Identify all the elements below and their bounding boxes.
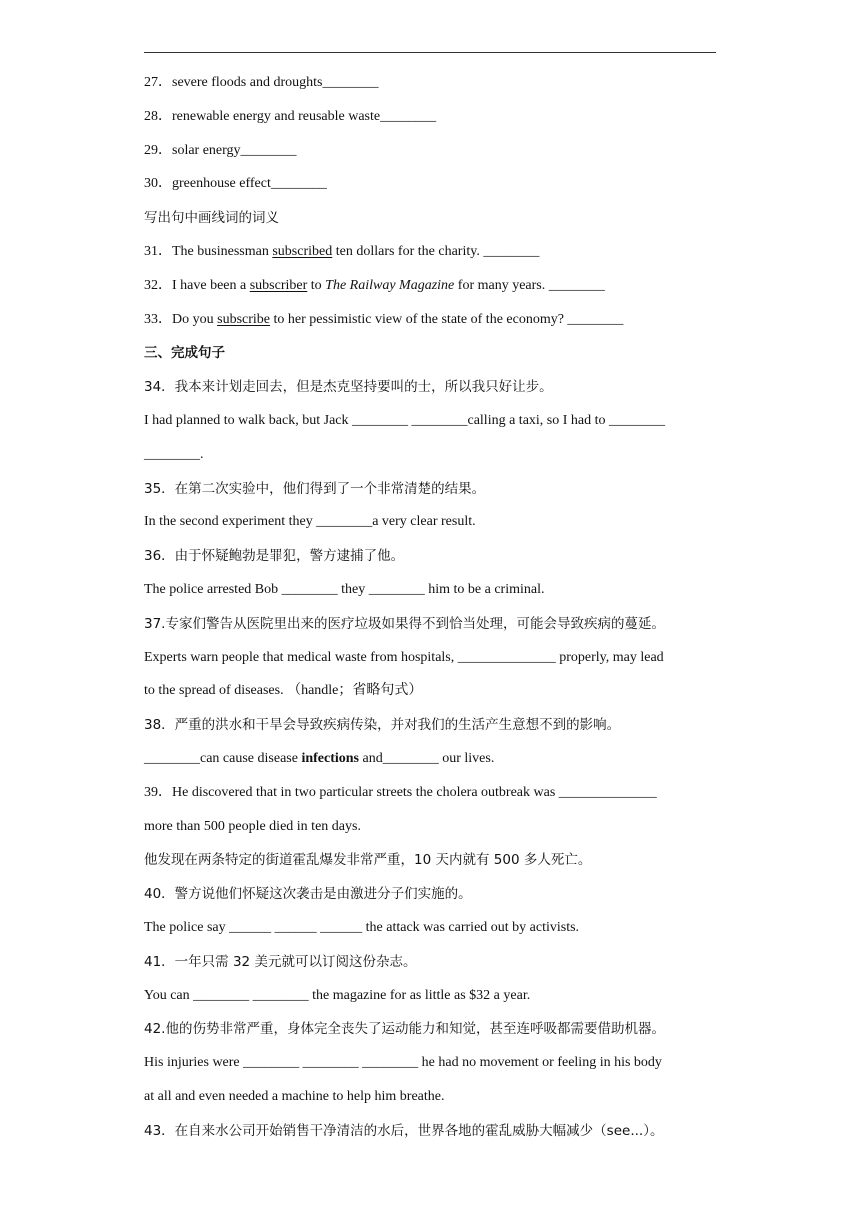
question-39-english: 39．He discovered that in two particular streets the cholera outbreak was ______________ — [144, 784, 657, 800]
question-42-english: His injuries were ________ ________ ________ he had no movement or feeling in his body — [144, 1055, 662, 1071]
question-36-english: The police arrested Bob ________ they ________ him to be a criminal. — [144, 581, 545, 597]
question-40-chinese: 40．警方说他们怀疑这次袭击是由激进分子们实施的。 — [144, 886, 472, 903]
section-3-heading: 三、完成句子 — [144, 345, 225, 362]
question-34-english-cont: ________. — [144, 446, 204, 462]
q32-underlined-word: subscriber — [249, 277, 308, 293]
q32-magazine-title: The Railway Magazine — [325, 277, 455, 293]
q32-mid: to — [307, 277, 326, 293]
question-40-english: The police say ______ ______ ______ the attack was carried out by activists. — [144, 919, 580, 935]
question-35-english: In the second experiment they ________a very clear result. — [144, 514, 476, 530]
question-33 — [144, 309, 716, 343]
header-rule — [144, 52, 716, 53]
question-29: 29．solar energy________ — [144, 142, 297, 158]
question-37-chinese: 37.专家们警告从医院里出来的医疗垃圾如果得不到恰当处理，可能会导致疾病的蔓延。 — [144, 615, 665, 632]
question-34-chinese: 34．我本来计划走回去，但是杰克坚持要叫的士，所以我只好让步。 — [144, 379, 553, 396]
q31-tail: ten dollars for the charity. ________ — [332, 243, 540, 259]
q32-text: 32．I have been a — [144, 277, 250, 293]
question-27: 27．severe floods and droughts________ — [144, 75, 379, 90]
question-32 — [144, 275, 716, 309]
question-36-chinese: 36．由于怀疑鲍勃是罪犯，警方逮捕了他。 — [144, 548, 405, 565]
q33-tail: to her pessimistic view of the state of the economy? ________ — [270, 311, 624, 327]
question-38-english — [144, 748, 716, 782]
question-31 — [144, 241, 716, 275]
question-39-english-cont: more than 500 people died in ten days. — [144, 818, 361, 834]
q38-text: ________can cause disease — [144, 750, 302, 766]
worksheet-body — [144, 72, 716, 1154]
q38-bold-word: infections — [301, 750, 360, 766]
question-41-chinese: 41．一年只需 32 美元就可以订阅这份杂志。 — [144, 953, 417, 970]
question-39-chinese: 他发现在两条特定的街道霍乱爆发非常严重，10 天内就有 500 多人死亡。 — [144, 852, 592, 869]
q38-tail: and________ our lives. — [359, 750, 495, 766]
question-35-chinese: 35．在第二次实验中，他们得到了一个非常清楚的结果。 — [144, 480, 486, 497]
q32-tail: for many years. ________ — [454, 277, 605, 293]
question-38-chinese: 38．严重的洪水和干旱会导致疾病传染，并对我们的生活产生意想不到的影响。 — [144, 717, 621, 734]
question-34-english: I had planned to walk back, but Jack ________ ________calling a taxi, so I had to ________ — [144, 412, 666, 428]
question-42-english-cont: at all and even needed a machine to help him breathe. — [144, 1088, 445, 1104]
question-41-english: You can ________ ________ the magazine for as little as $32 a year. — [144, 987, 531, 1003]
question-43-chinese: 43．在自来水公司开始销售干净清洁的水后，世界各地的霍乱威胁大幅减少（see...）。 — [144, 1122, 664, 1139]
q33-underlined-word: subscribe — [217, 311, 271, 327]
question-42-chinese: 42.他的伤势非常严重，身体完全丧失了运动能力和知觉，甚至连呼吸都需要借助机器。 — [144, 1021, 665, 1038]
q31-text: 31．The businessman — [144, 243, 273, 259]
question-30: 30．greenhouse effect________ — [144, 176, 327, 192]
question-28: 28．renewable energy and reusable waste________ — [144, 108, 437, 124]
section-word-meaning-heading: 写出句中画线词的词义 — [144, 210, 279, 227]
q31-underlined-word: subscribed — [272, 243, 333, 259]
question-37-english-cont: to the spread of diseases. （handle；省略句式） — [144, 683, 423, 699]
q33-text: 33．Do you — [144, 311, 218, 327]
question-37-english: Experts warn people that medical waste from hospitals, ______________ properly, may lead — [144, 649, 664, 665]
